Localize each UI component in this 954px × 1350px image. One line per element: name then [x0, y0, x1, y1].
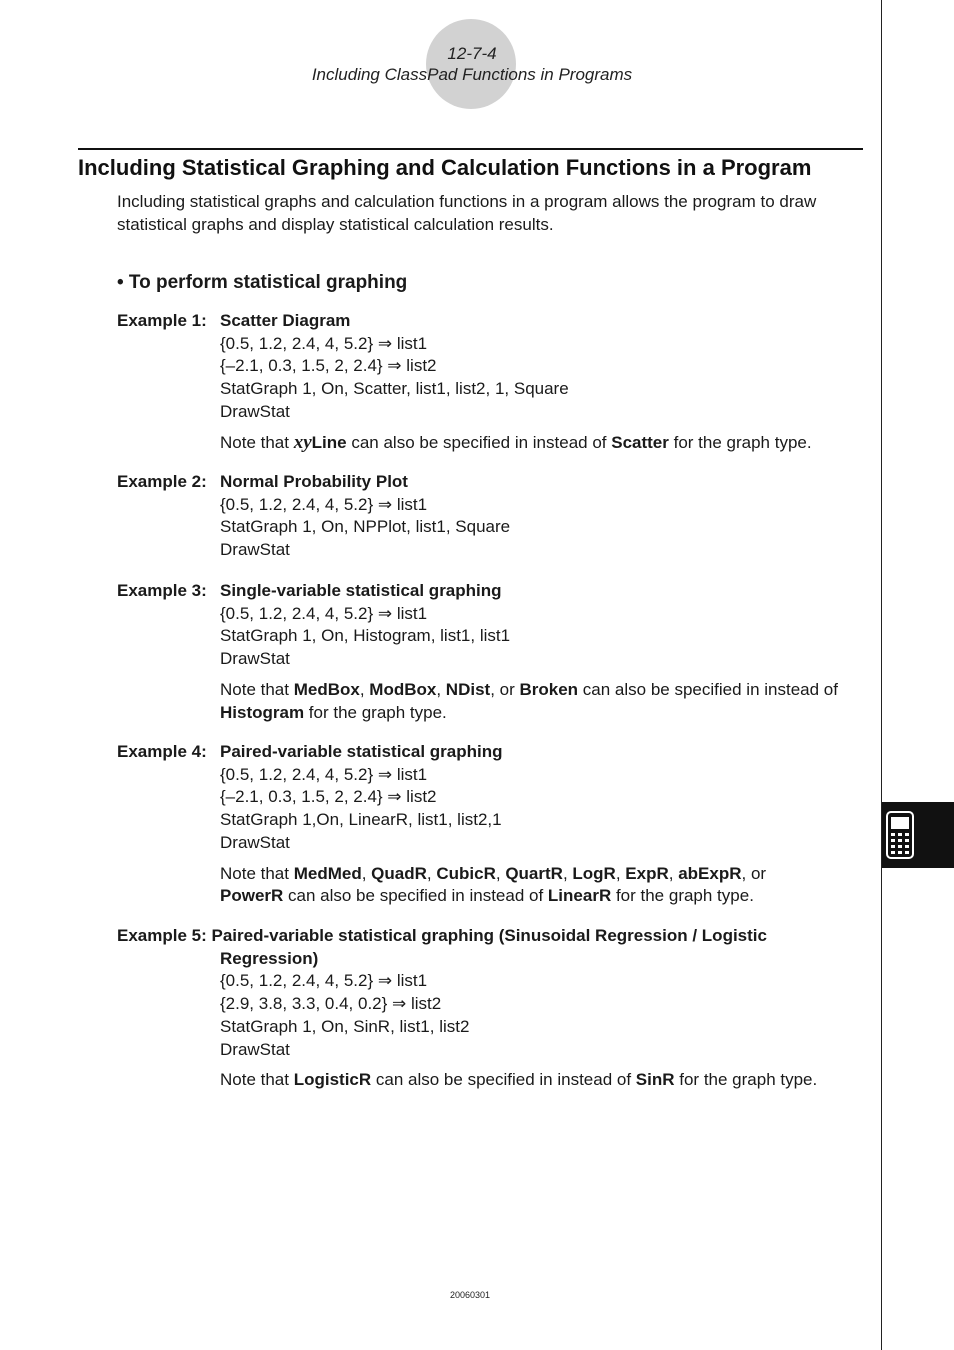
example-heading: [117, 580, 869, 603]
example-3: [117, 580, 869, 724]
example-title: Paired-variable statistical graphing (Sinusoidal Regression / Logistic Regression): [211, 926, 767, 968]
note-term: SinR: [635, 1070, 675, 1090]
note-text: Note that: [220, 1070, 294, 1090]
example-label: Example 2:: [117, 472, 207, 491]
note-term: Line: [311, 432, 347, 452]
code-line: DrawStat: [220, 649, 290, 669]
note-text: ,: [361, 863, 372, 883]
example-title: Scatter Diagram: [220, 311, 351, 330]
code-line: DrawStat: [220, 1039, 290, 1059]
intro-paragraph: Including statistical graphs and calculation functions in a program allows the program to draw statistical graphs and display statistical calculation results.: [117, 192, 817, 234]
example-label: Example 3:: [117, 581, 207, 600]
note-text: for the graph type.: [674, 1070, 818, 1090]
code-line: {0.5, 1.2, 2.4, 4, 5.2} ⇒ list1: [220, 494, 428, 514]
note-text: ,: [495, 863, 506, 883]
code-block: [117, 603, 869, 671]
note-text: can also be specified in instead of: [283, 886, 548, 906]
code-line: StatGraph 1, On, NPPlot, list1, Square: [220, 517, 511, 537]
note-term: Histogram: [220, 702, 305, 722]
example-5: [117, 925, 869, 1092]
section-rule: [78, 148, 863, 150]
note-term: PowerR: [220, 886, 284, 906]
section-title: Including Statistical Graphing and Calculation Functions in a Program: [78, 155, 812, 180]
note-text: can also be specified in instead of: [578, 679, 838, 699]
note-text: , or: [741, 863, 767, 883]
note-text: ,: [562, 863, 573, 883]
example-4: [117, 741, 869, 908]
note-term: QuartR: [505, 863, 563, 883]
code-block: [117, 494, 869, 562]
note-term: Scatter: [611, 432, 669, 452]
example-title: Single-variable statistical graphing: [220, 581, 502, 600]
code-line: {0.5, 1.2, 2.4, 4, 5.2} ⇒ list1: [220, 333, 428, 353]
code-line: DrawStat: [220, 401, 290, 421]
note-text: Note that: [220, 432, 294, 452]
code-line: {–2.1, 0.3, 1.5, 2, 2.4} ⇒ list2: [220, 787, 437, 807]
note-text: ,: [668, 863, 679, 883]
calculator-icon: [886, 811, 914, 859]
code-line: {0.5, 1.2, 2.4, 4, 5.2} ⇒ list1: [220, 764, 428, 784]
note-text: Note that: [220, 863, 294, 883]
code-line: DrawStat: [220, 832, 290, 852]
note-term: LinearR: [547, 886, 612, 906]
note-text: can also be specified in instead of: [346, 432, 612, 452]
code-line: {0.5, 1.2, 2.4, 4, 5.2} ⇒ list1: [220, 971, 428, 991]
code-line: {–2.1, 0.3, 1.5, 2, 2.4} ⇒ list2: [220, 356, 437, 376]
note-text: for the graph type.: [304, 702, 447, 722]
code-line: {0.5, 1.2, 2.4, 4, 5.2} ⇒ list1: [220, 603, 428, 623]
code-line: StatGraph 1, On, SinR, list1, list2: [220, 1016, 470, 1036]
note-text: for the graph type.: [668, 432, 812, 452]
note-term: CubicR: [436, 863, 496, 883]
code-block: [117, 970, 869, 1061]
note-text: ,: [426, 863, 437, 883]
note-term: LogisticR: [293, 1070, 372, 1090]
example-label: Example 1:: [117, 311, 207, 330]
note-term: QuadR: [371, 863, 427, 883]
example-title: Paired-variable statistical graphing: [220, 742, 503, 761]
sub-heading: • To perform statistical graphing: [117, 272, 408, 293]
note-term: MedBox: [293, 679, 360, 699]
note-term: Broken: [519, 679, 579, 699]
note-text: , or: [490, 679, 520, 699]
note-term: abExpR: [678, 863, 742, 883]
note-text: ,: [359, 679, 370, 699]
example-heading: [117, 310, 869, 333]
code-line: DrawStat: [220, 540, 290, 560]
right-margin-rule: [881, 0, 882, 1350]
example-heading: [117, 925, 869, 970]
example-heading: [117, 741, 869, 764]
example-1: [117, 310, 869, 454]
code-line: StatGraph 1, On, Scatter, list1, list2, 1, Square: [220, 379, 569, 399]
example-2: [117, 471, 869, 562]
code-block: [117, 333, 869, 424]
example-note: [117, 432, 869, 455]
note-term: LogR: [572, 863, 616, 883]
note-text: for the graph type.: [611, 886, 754, 906]
note-text: ,: [436, 679, 446, 699]
note-text: can also be specified in instead of: [371, 1070, 636, 1090]
header-circle: [426, 19, 516, 109]
example-note: [117, 1069, 869, 1092]
chapter-side-tab: [882, 802, 954, 868]
page-number: 12-7-4: [447, 44, 497, 63]
running-title: Including ClassPad Functions in Programs: [311, 65, 633, 84]
example-heading: [117, 471, 869, 494]
note-term: NDist: [445, 679, 491, 699]
note-term: ExpR: [625, 863, 669, 883]
note-italic-term: xy: [293, 431, 312, 453]
code-block: [117, 764, 869, 855]
code-line: StatGraph 1, On, Histogram, list1, list1: [220, 626, 511, 646]
footer-code: 20060301: [449, 1290, 491, 1300]
note-text: ,: [615, 863, 626, 883]
example-note: [117, 863, 869, 908]
example-note: [117, 679, 869, 724]
note-term: MedMed: [293, 863, 362, 883]
example-label: Example 5:: [117, 926, 207, 945]
code-line: {2.9, 3.8, 3.3, 0.4, 0.2} ⇒ list2: [220, 994, 442, 1014]
code-line: StatGraph 1,On, LinearR, list1, list2,1: [220, 810, 502, 830]
example-title: Normal Probability Plot: [220, 472, 408, 491]
note-text: Note that: [220, 679, 294, 699]
note-term: ModBox: [369, 679, 437, 699]
example-label: Example 4:: [117, 742, 207, 761]
